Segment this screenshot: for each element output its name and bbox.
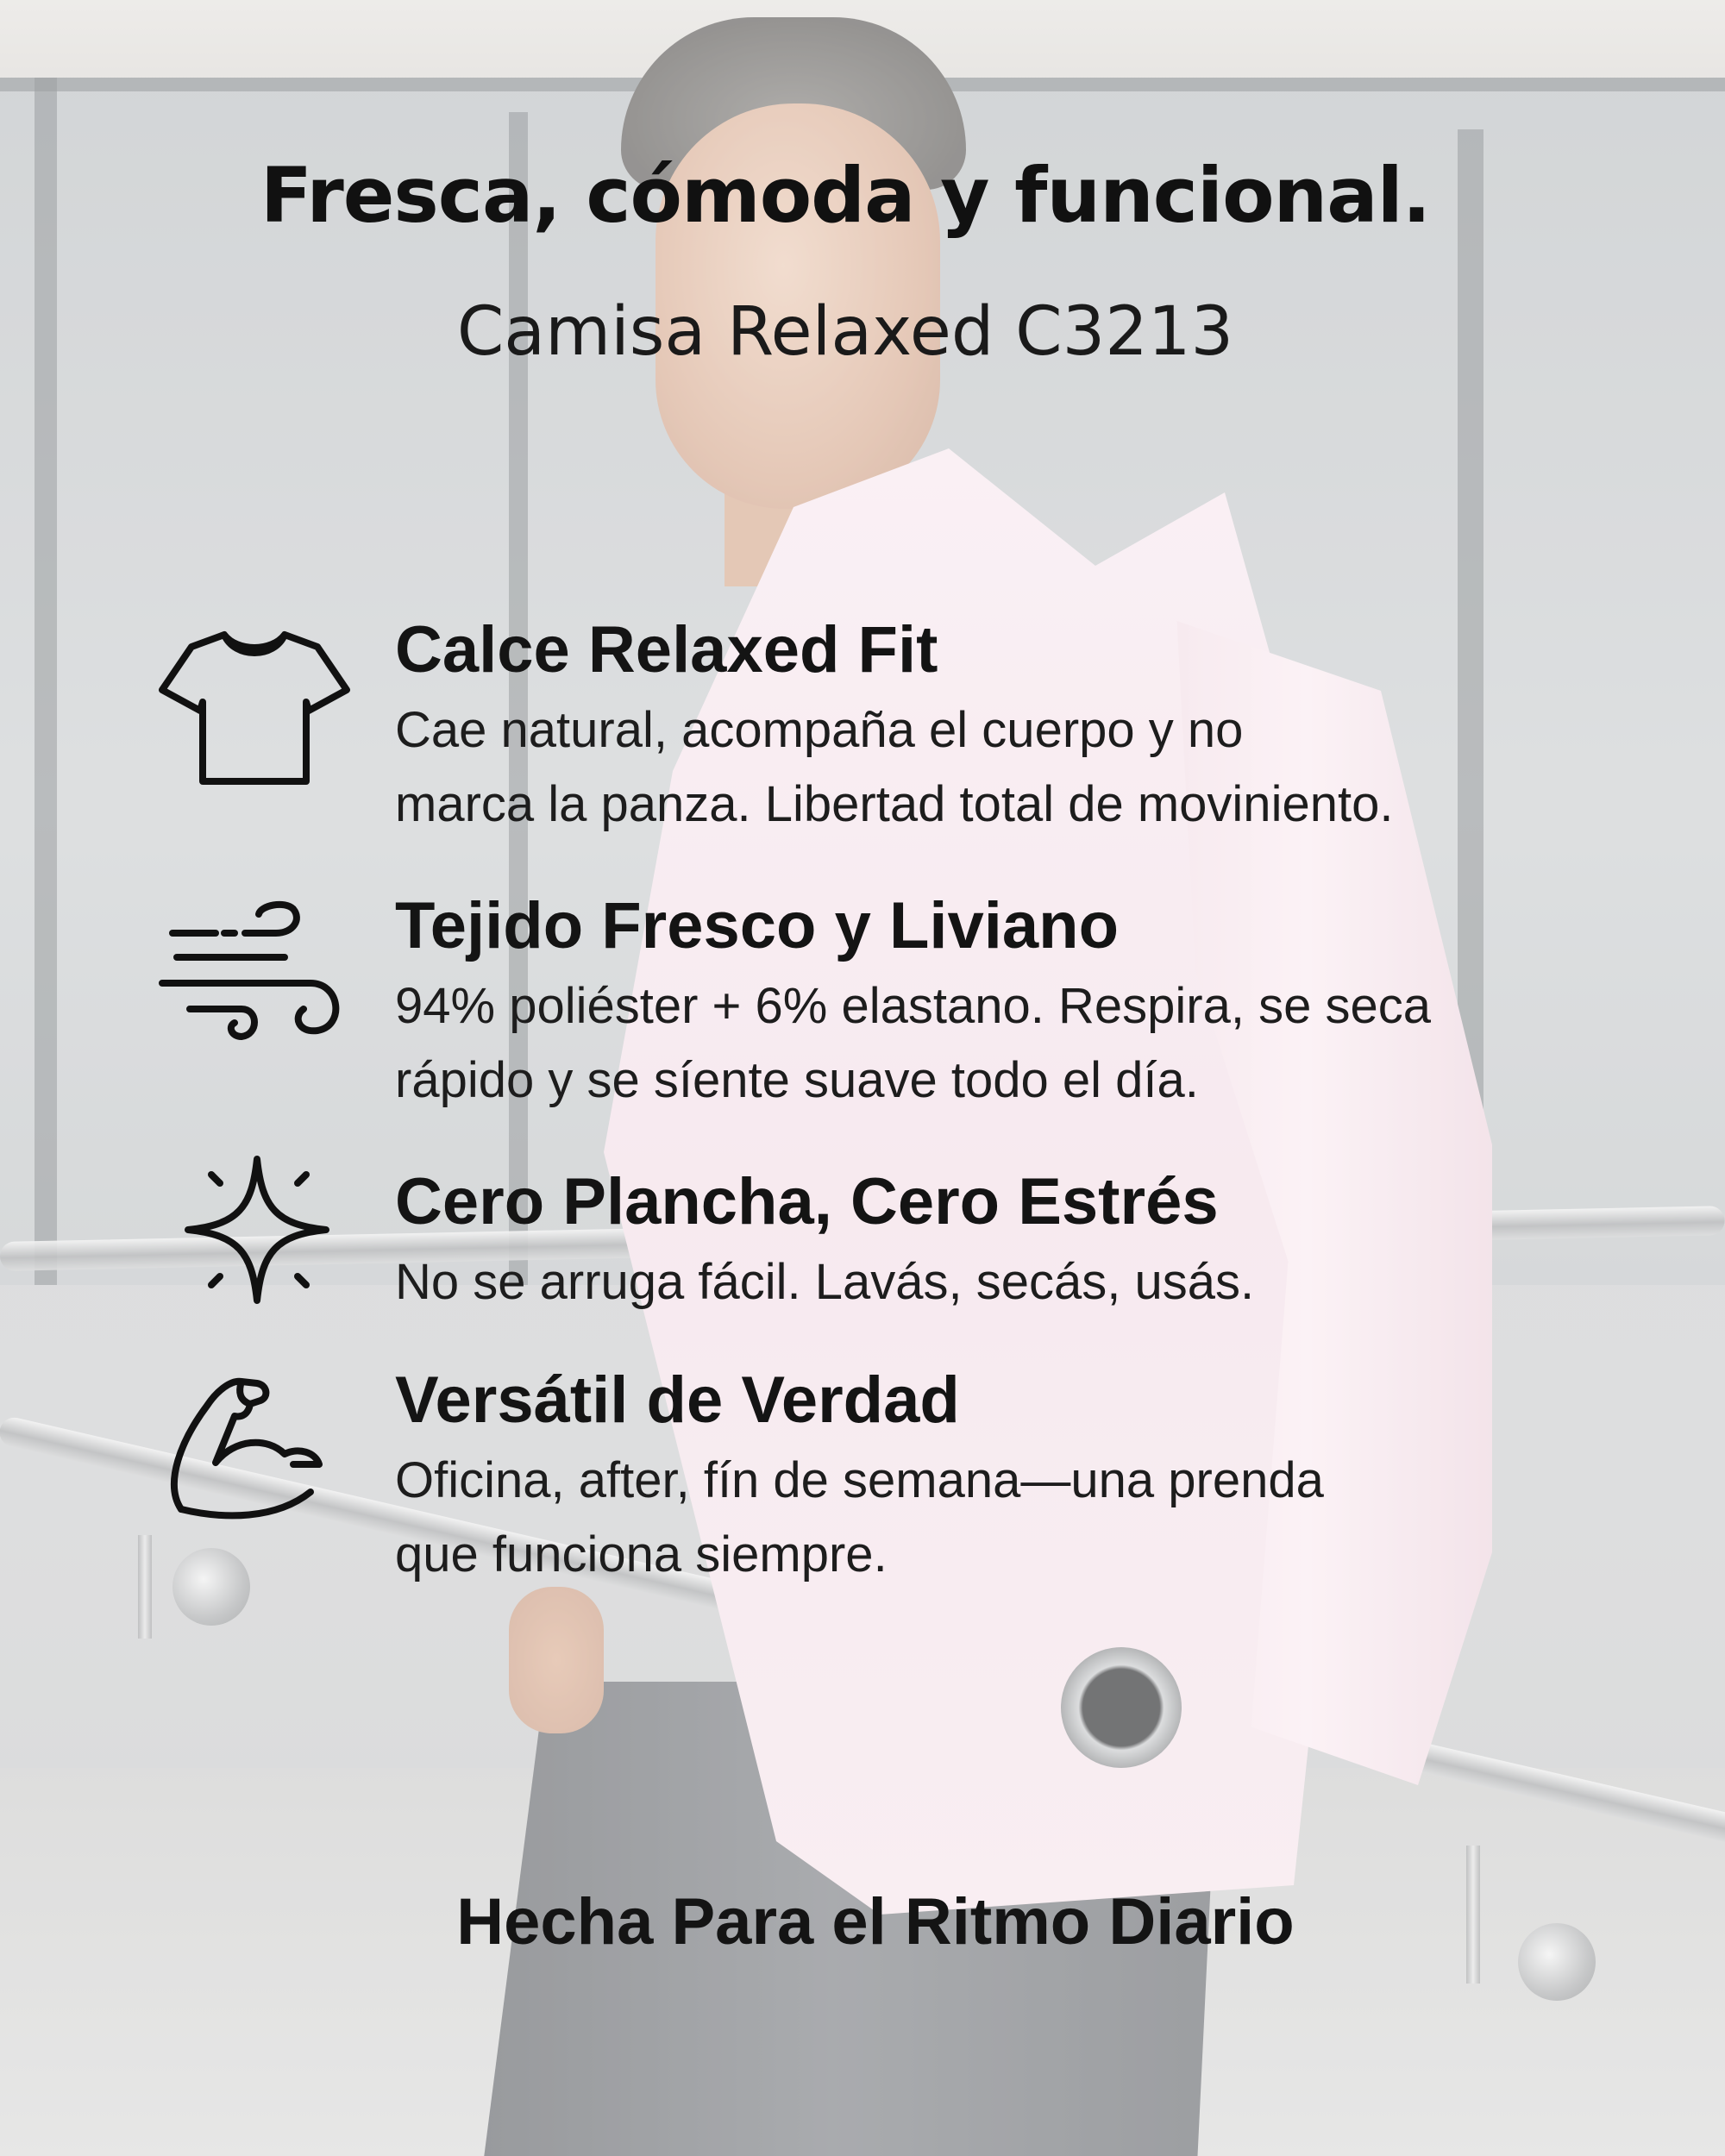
tshirt-icon xyxy=(155,621,354,785)
feature-description-line: Oficina, after, fín de semana—una prenda xyxy=(395,1452,1324,1508)
feature-title: Calce Relaxed Fit xyxy=(395,613,938,686)
wind-icon xyxy=(155,888,354,1052)
feature-description xyxy=(395,693,1620,842)
feature-description xyxy=(395,969,1620,1118)
feature-description-line: Cae natural, acompaña el cuerpo y no xyxy=(395,702,1244,758)
feature-description-line: marca la panza. Libertad total de moviniento. xyxy=(395,776,1394,832)
feature-description xyxy=(395,1245,1620,1319)
feature-title: Cero Plancha, Cero Estrés xyxy=(395,1165,1219,1238)
product-name: Camisa Relaxed C3213 xyxy=(456,293,1234,371)
feature-description-line: que funciona siempre. xyxy=(395,1526,888,1583)
feature-text xyxy=(395,612,1620,842)
feature-text xyxy=(395,1164,1620,1319)
feature-text xyxy=(395,888,1620,1118)
feature-description-line: No se arruga fácil. Lavás, secás, usás. xyxy=(395,1254,1255,1310)
flexed-arm-icon xyxy=(155,1363,354,1526)
feature-description xyxy=(395,1444,1620,1592)
feature-title: Versátil de Verdad xyxy=(395,1363,960,1437)
headline: Fresca, cómoda y funcional. xyxy=(260,151,1431,240)
tagline: Hecha Para el Ritmo Diario xyxy=(456,1885,1295,1959)
feature-description-line: rápido y se síente suave todo el día. xyxy=(395,1052,1199,1108)
feature-text xyxy=(395,1363,1620,1592)
sparkle-icon xyxy=(155,1147,354,1311)
feature-description-line: 94% poliéster + 6% elastano. Respira, se seca xyxy=(395,978,1431,1034)
feature-title: Tejido Fresco y Liviano xyxy=(395,889,1120,962)
